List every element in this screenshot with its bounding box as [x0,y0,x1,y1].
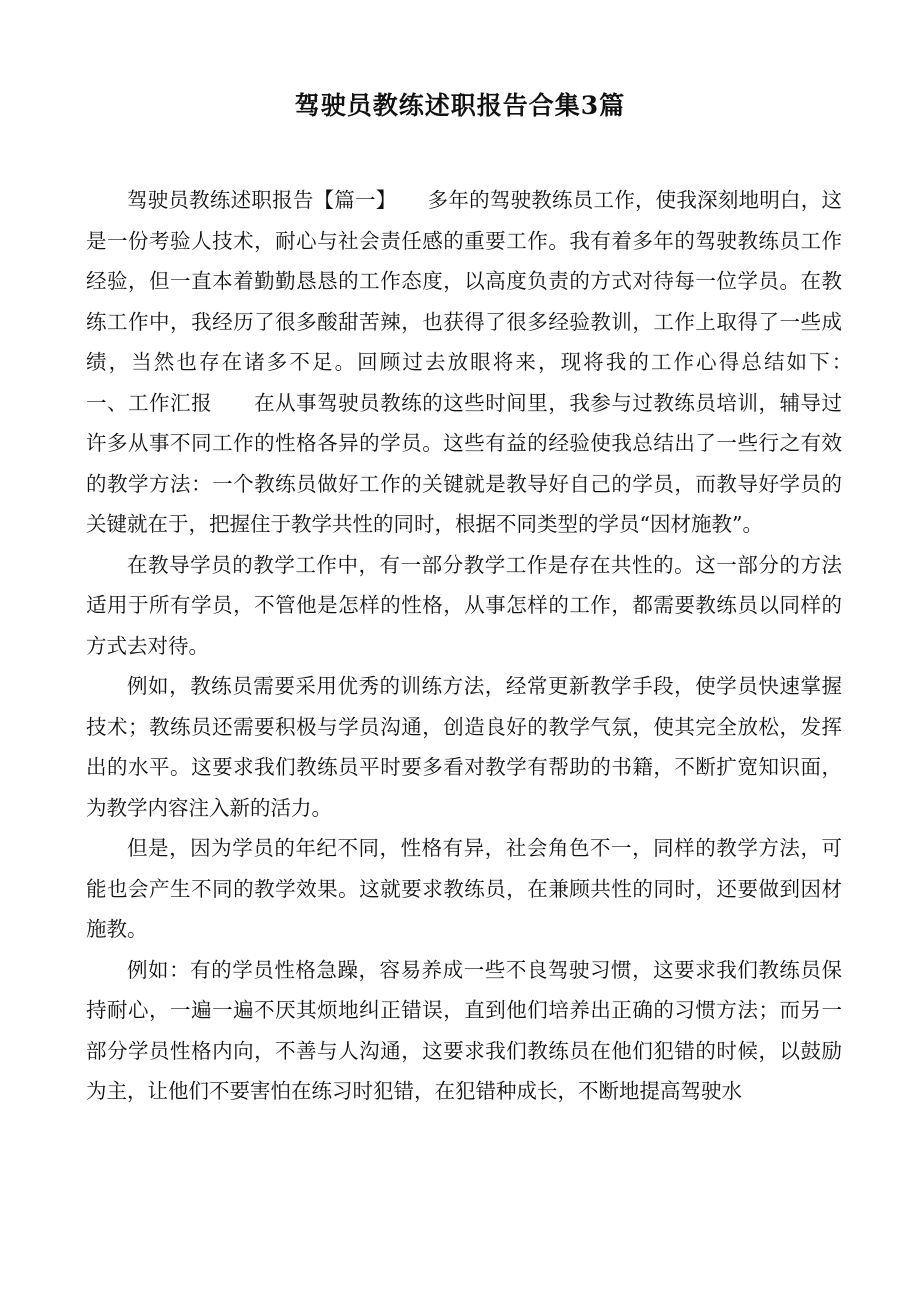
paragraph: 例如：有的学员性格急躁，容易养成一些不良驾驶习惯，这要求我们教练员保持耐心，一遍一遍不厌其烦地纠正错误，直到他们培养出正确的习惯方法；而另一部分学员性格内向，不善与人沟通，这要求我们教练员在他们犯错的时候，以鼓励为主，让他们不要害怕在练习时犯错，在犯错种成长，不断地提高驾驶水 [86,957,842,1103]
document-body [86,180,883,1112]
paragraph: 例如，教练员需要采用优秀的训练方法，经常更新教学手段，使学员快速掌握技术；教练员还需要积极与学员沟通，创造良好的教学气氛，使其完全放松，发挥出的水平。这要求我们教练员平时要多看对教学有帮助的书籍，不断扩宽知识面，为教学内容注入新的活力。 [86,674,842,820]
paragraph: 但是，因为学员的年纪不同，性格有异，社会角色不一，同样的教学方法，可能也会产生不同的教学效果。这就要求教练员，在兼顾共性的同时，还要做到因材施教。 [86,836,842,941]
paragraph: 在教导学员的教学工作中，有一部分教学工作是存在共性的。这一部分的方法适用于所有学员，不管他是怎样的性格，从事怎样的工作，都需要教练员以同样的方式去对待。 [86,552,842,658]
paragraph: 驾驶员教练述职报告【篇一】 多年的驾驶教练员工作，使我深刻地明白，这是一份考验人技术，耐心与社会责任感的重要工作。我有着多年的驾驶教练员工作经验，但一直本着勤勤恳恳的工作态度，以高度负责的方式对待每一位学员。在教练工作中，我经历了很多酸甜苦辣，也获得了很多经验教训，工作上取得了一些成绩，当然也存在诸多不足。回顾过去放眼将来，现将我的工作心得总结如下： 一、工作汇报 在从事驾驶员教练的这些时间里，我参与过教练员培训，辅导过许多从事不同工作的性格各异的学员。这些有益的经验使我总结出了一些行之有效的教学方法：一个教练员做好工作的关键就是教导好自己的学员，而教导好学员的关键就在于，把握住于教学共性的同时，根据不同类型的学员“因材施教”。 [86,188,883,536]
document-title: 驾驶员教练述职报告合集3篇 [294,91,626,120]
